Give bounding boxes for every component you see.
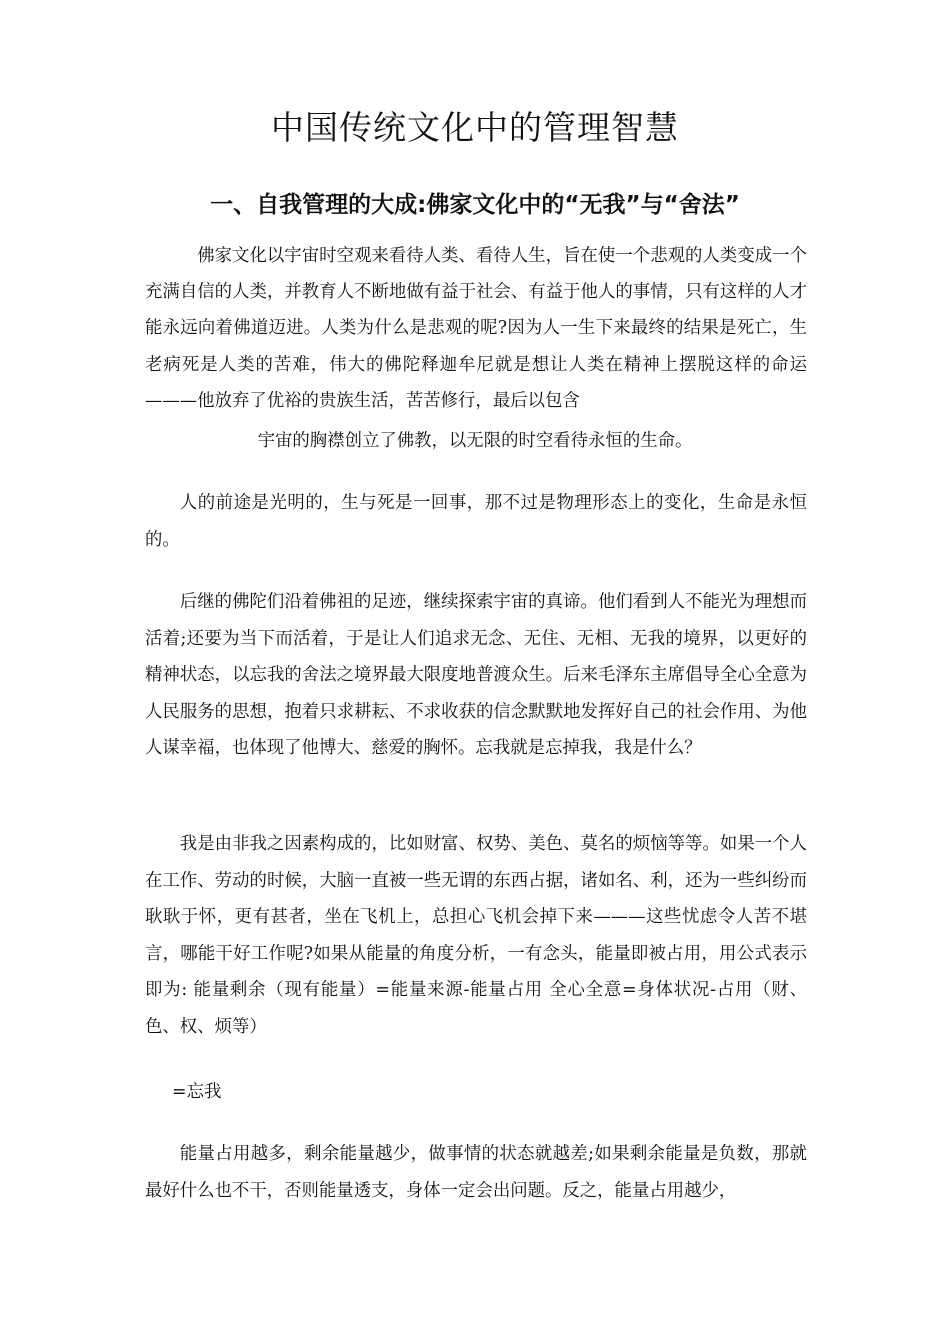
paragraph-buddhist-culture-last-line: 宇宙的胸襟创立了佛教，以无限的时空看待永恒的生命。 bbox=[257, 431, 693, 451]
paragraph-non-self-factors: 我是由非我之因素构成的，比如财富、权势、美色、莫名的烦恼等等。如果一个人在工作、劳动的时候，大脑一直被一些无谓的东西占据，诸如名、利，还为一些纠纷而耿耿于怀，更有甚者，坐在飞机上，总担心飞机会掉下来———这些忧虑令人苦不堪言，哪能干好工作呢?如果从能量的角度分析，一有念头，能量即被占用，用公式表示即为: 能量剩余（现有能量）=能量来源-能量占用 全心全意=身体状况-占用（财、色、权、烦等） bbox=[145, 834, 807, 1037]
formula-continuation: =忘我 bbox=[172, 1082, 222, 1102]
paragraph-successors: 后继的佛陀们沿着佛祖的足迹，继续探索宇宙的真谛。他们看到人不能光为理想而活着;还要为当下而活着，于是让人们追求无念、无住、无相、无我的境界，以更好的精神状态，以忘我的舍法之境界最大限度地普渡众生。后来毛泽东主席倡导全心全意为人民服务的思想，抱着只求耕耘、不求收获的信念默默地发挥好自己的社会作用、为他人谋幸福，也体现了他博大、慈爱的胸怀。忘我就是忘掉我，我是什么？ bbox=[145, 592, 807, 758]
section-heading: 一、自我管理的大成:佛家文化中的“无我”与“舍法” bbox=[210, 192, 740, 218]
paragraph-buddhist-culture: 佛家文化以宇宙时空观来看待人类、看待人生，旨在使一个悲观的人类变成一个充满自信的人类，并教育人不断地做有益于社会、有益于他人的事情，只有这样的人才能永远向着佛道迈进。人类为什么是悲观的呢?因为人一生下来最终的结果是死亡，生老病死是人类的苦难，伟大的佛陀释迦牟尼就是想让人类在精神上摆脱这样的命运———他放弃了优裕的贵族生活，苦苦修行，最后以包含 bbox=[145, 246, 807, 411]
paragraph-energy-occupation: 能量占用越多，剩余能量越少，做事情的状态就越差;如果剩余能量是负数，那就最好什么也不干，否则能量透支，身体一定会出问题。反之，能量占用越少， bbox=[145, 1144, 807, 1201]
paragraph-bright-future: 人的前途是光明的，生与死是一回事，那不过是物理形态上的变化，生命是永恒的。 bbox=[145, 493, 807, 550]
document-title: 中国传统文化中的管理智慧 bbox=[271, 108, 679, 147]
